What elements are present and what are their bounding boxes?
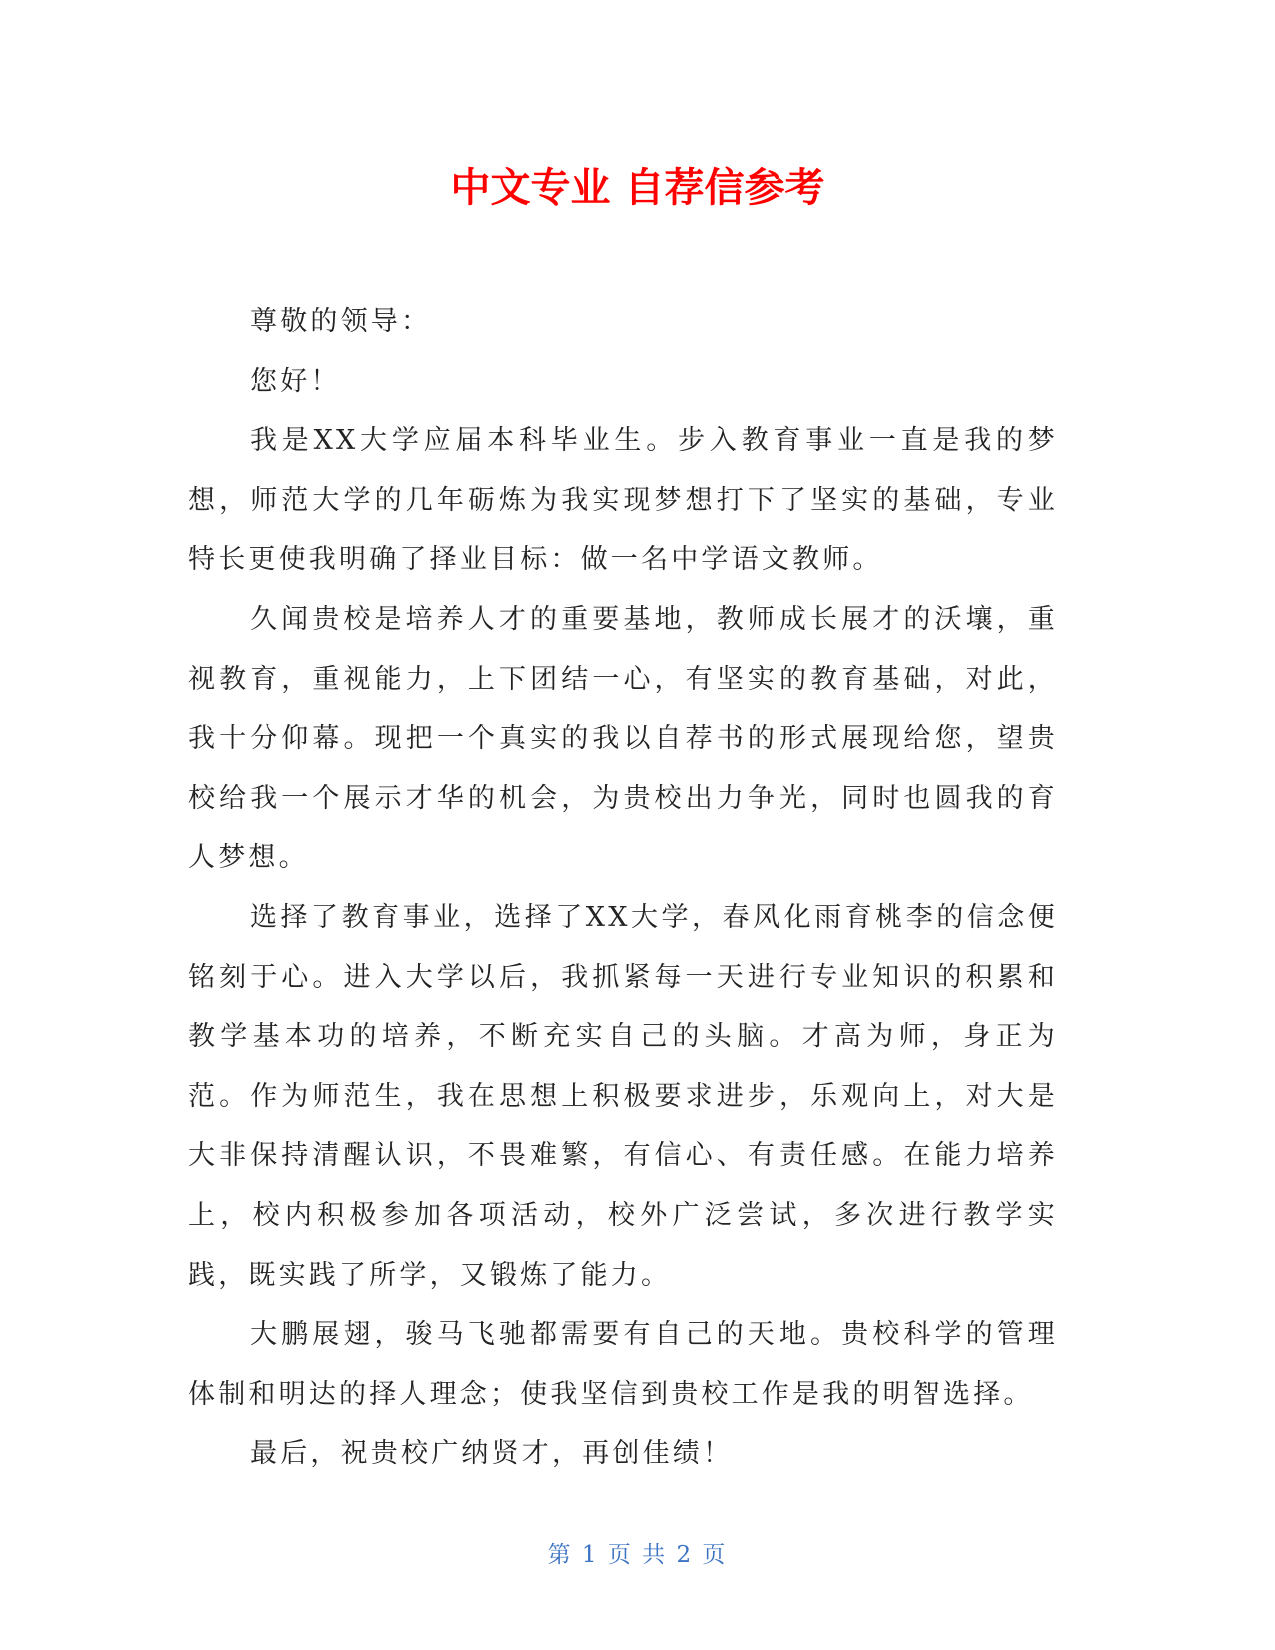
paragraph-choice: 大鹏展翅，骏马飞驰都需要有自己的天地。贵校科学的管理体制和明达的择人理念；使我坚信到贵校工作是我的明智选择。 [188,1319,1058,1410]
paragraph-school: 久闻贵校是培养人才的重要基地，教师成长展才的沃壤，重视教育，重视能力，上下团结一心，有坚实的教育基础，对此，我十分仰幕。现把一个真实的我以自荐书的形式展现给您，望贵校给我一个展示才华的机会，为贵校出力争光，同时也圆我的育人梦想。 [188,603,1058,874]
paragraph-experience: 选择了教育事业，选择了XX大学，春风化雨育桃李的信念便铭刻于心。进入大学以后，我抓紧每一天进行专业知识的积累和教学基本功的培养，不断充实自己的头脑。才高为师，身正为范。作为师范生，我在思想上积极要求进步，乐观向上，对大是大非保持清醒认识，不畏难繁，有信心、有责任感。在能力培养上，校内积极参加各项活动，校外广泛尝试，多次进行教学实践，既实践了所学，又锻炼了能力。 [188,901,1058,1291]
paragraph-intro: 我是XX大学应届本科毕业生。步入教育事业一直是我的梦想，师范大学的几年砺炼为我实现梦想打下了坚实的基础，专业特长更使我明确了择业目标：做一名中学语文教师。 [188,425,1058,576]
letter-body [188,292,1058,1484]
greeting: 您好！ [250,365,341,397]
document-title: 中文专业 自荐信参考 [450,165,825,211]
salutation: 尊敬的领导： [250,306,432,337]
page-number-footer: 第 1 页 共 2 页 [547,1542,728,1568]
closing-wish: 最后，祝贵校广纳贤才，再创佳绩！ [250,1438,734,1470]
